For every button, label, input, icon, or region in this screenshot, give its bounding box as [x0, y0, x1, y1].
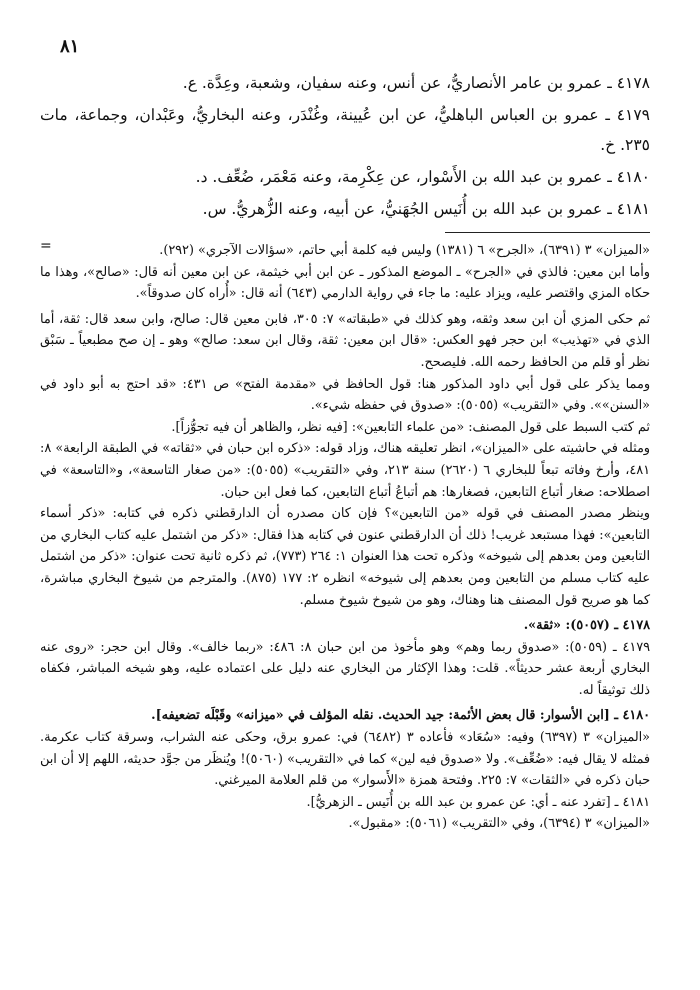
note-ibn-saad: ثم حكى المزي أن ابن سعد وثقه، وهو كذلك في «طبقاته» ٧: ٣٠٥، فابن معين قال: صالح، وابن سعد قال: ثقة، أما الذي في «تهذيب» ابن حجر فهو العكس: «قال ابن معين: ثقة، وقال ابن سعد: صالح» وهو ـ إن صح مطبعياً ـ سَبْق نظر أو قلم من الحافظ رحمه الله. فليصحح. [40, 311, 650, 370]
entry-4179: ٤١٧٩ ـ عمرو بن العباس الباهليُّ، عن ابن عُيينة، وغُنْدَر، وعنه البخاريُّ، وعَبْدان، وجماعة، مات ٢٣٥. خ. [40, 106, 650, 154]
note-hashiya: ومثله في حاشيته على «الميزان»، انظر تعليقه هناك، وزاد قوله: «ذكره ابن حبان في «ثقاته» في الطبقة الرابعة» ٨: ٤٨١، وأرخ وفاته تبعاً للبخاري ٦ (٢٦٢٠) سنة ٢١٣، وفي «التقريب» (٥٠٥٥): «من صغار التاسعة»، و«التاسعة» في اصطلاحه: صغار أتباع التابعين، فصغارها: هم أتباعُ أتباع التابعين، كما فعل ابن حبان. [40, 441, 650, 500]
entry-4181: ٤١٨١ ـ عمرو بن عبد الله بن أُنَيس الجُهَنيُّ، عن أبيه، وعنه الزُّهريُّ. س. [202, 200, 650, 218]
note-4178: ٤١٧٨ ـ (٥٠٥٧): «ثقة». [523, 618, 650, 634]
entries [40, 68, 650, 226]
note-sibt: ثم كتب السبط على قول المصنف: «من علماء التابعين»: [فيه نظر، والظاهر أن فيه تجوُّزاً]. [171, 419, 650, 435]
note-sources: «الميزان» ٣ (٦٣٩١)، «الجرح» ٦ (١٣٨١) وليس فيه كلمة أبي حاتم، «سؤالات الآجري» (٢٩٢). [159, 243, 650, 258]
page-number: ٨١ [60, 36, 80, 57]
note-4181-body: «الميزان» ٣ (٦٣٩٤)، وفي «التقريب» (٥٠٦١): «مقبول». [348, 816, 650, 832]
footnote-continuation-marker: = [40, 238, 52, 254]
note-source-check: وينظر مصدر المصنف في قوله «من التابعين»؟ فإن كان مصدره أن الدارقطني ذكره في كتابه: «ذكر أسماء التابعين»: فهذا مستبعد غريب! ذلك أن الدارقطني عنون في كتابه هذا فقال: «ذكر من اشتمل عليه كتاب البخاري من التابعين ومن بعدهم إلى شيوخه» وذكره تحت هذا العنوان ١: ٢٦٤ (٧٧٣)، ثم ذكره ثانية تحت عنوان: «ذكر من اشتمل عليه كتاب مسلم من التابعين ومن بعدهم إلى شيوخه» انظره ٢: ١٧٧ (٨٧٥). والمترجم من شيوخ البخاري مباشرة، كما هو صريح قول المصنف هنا وهناك، وهو من شيوخ شيوخ مسلم. [40, 506, 651, 608]
note-ibn-maeen: وأما ابن معين: فالذي في «الجرح» ـ الموضع المذكور ـ عن ابن أبي خيثمة، عن ابن معين أنه قال: «صالح»، وهذا ما حكاه المزي واقتصر عليه، ويزاد عليه: ما جاء في رواية الدارمي (٦٤٣) أنه قال: «أُراه كان صدوقاً». [40, 264, 650, 302]
note-4179: ٤١٧٩ ـ (٥٠٥٩): «صدوق ربما وهم» وهو مأخوذ من ابن حبان ٨: ٤٨٦: «ربما خالف». وقال ابن حجر: «روى عنه البخاري أربعة عشر حديثاً». قلت: وهذا الإكثار من البخاري عنه دليل على اعتماده عليه، وهو شيخه المباشر، فكفاه ذلك توثيقاً له. [40, 639, 650, 698]
entry-4180: ٤١٨٠ ـ عمرو بن عبد الله بن الأَسْوار، عن عِكْرِمة، وعنه مَعْمَر، ضُعِّف. د. [195, 168, 650, 186]
note-4180-header: ٤١٨٠ ـ [ابن الأسوار: قال بعض الأئمة: جيد الحديث. نقله المؤلف في «ميزانه» وقَبْلَه تضعيفه]. [151, 708, 650, 724]
footnote-divider [445, 232, 650, 233]
note-4181-header: ٤١٨١ ـ [تفرد عنه ـ أي: عن عمرو بن عبد الله بن أُنَيس ـ الزهريُّ]. [306, 794, 650, 810]
entry-4178: ٤١٧٨ ـ عمرو بن عامر الأنصاريُّ، عن أنس، وعنه سفيان، وشعبة، وعِدَّة. ع. [182, 74, 650, 92]
note-abu-dawud: ومما يذكر على قول أبي داود المذكور هنا: قول الحافظ في «مقدمة الفتح» ص ٤٣١: «قد احتج به أبو داود في «السنن»». وفي «التقريب» (٥٠٥٥): «صدوق في حفظه شيء». [40, 376, 650, 414]
note-4180-body: «الميزان» ٣ (٦٣٩٧) وفيه: «سُعَاد» فأعاده ٣ (٦٤٨٢) في: عمرو برق، وحكى عنه الشراب، وسرقة كتاب عكرمة. فمثله لا يقال فيه: «ضُعِّف». ولا «صدوق فيه لين» كما في «التقريب» (٥٠٦٠)! ويُنظَر من جوَّد حديثه، اللهم إلا أن ابن حبان ذكره في «الثقات» ٧: ٢٢٥. وفتحة همزة «الأَسوار» من قلم العلامة الميرغني. [40, 730, 651, 789]
footnotes [40, 240, 650, 835]
